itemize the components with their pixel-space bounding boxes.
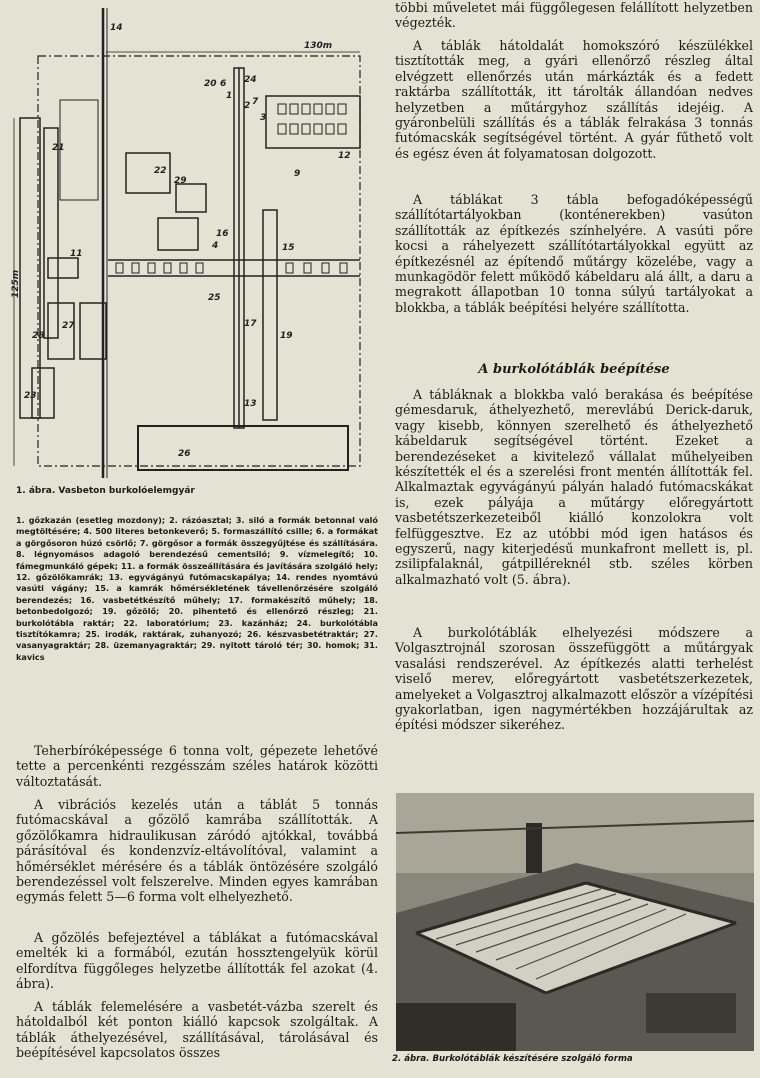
label-4: 4 [212, 241, 219, 251]
label-17: 17 [244, 319, 257, 329]
left-paragraph-2: A vibrációs kezelés után a táblát 5 tonnás futómacskával a gőzölő kamrába szállították. A gőzölőkamra hidraulikusan záródó ajtókkal, továbbá párásítóval és kondenzvíz-eltávolítóval, valamint a hőmérséklet mérésére és a táblák öntözésére szolgáló berendezéssel volt felszerelve. Minden egyes kamrában egymás felett 5—6 forma volt elhelyezhető. [16, 797, 378, 905]
label-7: 7 [252, 97, 259, 107]
label-20: 20 [204, 79, 217, 89]
right-paragraph-1: többi műveletet mái függőlegesen felállított helyzetben végezték. [395, 0, 753, 31]
label-2: 2 [244, 101, 251, 111]
label-6: 6 [220, 79, 227, 89]
figure2-caption: 2. ábra. Burkolótáblák készítésére szolgáló forma [392, 1054, 633, 1064]
label-11: 11 [70, 249, 83, 259]
right-paragraph-3: A táblákat 3 tábla befogadóképességű szállítótartályokban (konténerekben) vasúton szállították az építkezés színhelyére. A vasúti pőre kocsi a ráhelyezett szállítótartályokkal együtt az építkezésnél az építendő műtárgy közelébe, vagy a munkagödör felett működő kábeldaru alá állt, a daru a megrakott állapotban 10 tonna súlyú tartályokat a blokkba, a táblák beépítési helyére szállította. [395, 192, 753, 315]
label-27: 27 [62, 321, 75, 331]
label-9: 9 [294, 169, 301, 179]
label-22: 22 [154, 166, 167, 176]
label-12: 12 [338, 151, 351, 161]
factory-plan-diagram [8, 8, 380, 478]
label-16: 16 [216, 229, 229, 239]
left-paragraph-1: Teherbíróképessége 6 tonna volt, gépezete lehetővé tette a percenkénti rezgésszám széles határok közötti változtatását. [16, 743, 378, 789]
label-23: 23 [24, 391, 37, 401]
right-paragraph-5: A burkolótáblák elhelyezési módszere a Volgasztrojnál szorosan összefüggött a műtárgyak vasalási rendszerével. Az építkezés alatti terhelést viselő merev, előregyártott vasbetétszerkezetek, amelyeket a Volgasztroj alkalmazott először a vízépítési gyakorlatban, igen nagymértékben hozzájárultak az építési módszer sikeréhez. [395, 625, 753, 733]
right-paragraph-4: A tábláknak a blokkba való berakása és beépítése gémesdaruk, áthelyezhető, merevlábú Derick-daruk, vagy kisebb, könnyen szerelhető és áthelyezhető kábeldaruk segítségével történt. Ezeket a berendezéseket a kivitelező vállalat műhelyeiben készítették el és a szerelési front mentén állították fel. Alkalmaztak egyvágányú pályán haladó futómacskákat is, ezek pályája a műtárgy előregyártott vasbetétszerkezeteiből kiálló konzolokra volt felfüggesztve. Ez az utóbbi mód igen hatásos és egyszerű, nagy kiterjedésű munkafront mellett is, pl. zsilipfalaknál, gátpilléreknél stb. széles körben alkalmazható volt (5. ábra). [395, 387, 753, 587]
section-heading: A burkolótáblák beépítése [478, 362, 670, 377]
label-15: 15 [282, 243, 295, 253]
label-26: 26 [178, 449, 191, 459]
dim-height-label: 125m [11, 269, 21, 298]
label-14: 14 [110, 23, 123, 33]
right-paragraph-2: A táblák hátoldalát homokszóró készülékkel tisztították meg, a gyári ellenőrző részleg által elvégzett ellenőrzés után márkázták és a fedett raktárba szállították, itt tárolták állandóan nedves helyzetben a műtárgyhoz szállítás idejéig. A gyáronbelüli szállítás és a táblák felrakása 3 tonnás futómacskák segítségével történt. A gyár fűthető volt és egész éven át folyamatosan dolgozott. [395, 38, 753, 161]
label-28: 28 [32, 331, 45, 341]
figure1-legend: 1. gőzkazán (esetleg mozdony); 2. rázóasztal; 3. siló a formák betonnal való megtöltésére; 4. 500 literes betonkeverő; 5. formaszállító csille; 6. a formákat a görgősoron húzó csörlő; 7. görgősor a formák összegyűjtése és szállítására. 8. légnyomásos adagoló berendezésű cementsiló; 9. vízmelegítő; 10. fámegmunkáló gépek; 11. a formák összeállítására és javítására szolgáló hely; 12. gőzölőkamrák; 13. egyvágányú futómacskapálya; 14. rendes nyomtávú vasúti vágány; 15. a kamrák hőmérsékletének távellenőrzésére szolgáló berendezés; 16. vasbetétkészítő műhely; 17. formakészítő műhely; 18. betonbedolgozó; 19. gőzölő; 20. pihentető és ellenőrző részleg; 21. burkolótábla raktár; 22. laboratórium; 23. kazánház; 24. burkolótábla tisztítókamra; 25. irodák, raktárak, zuhanyozó; 26. készvasbetétraktár; 27. vasanyagraktár; 28. üzemanyagraktár; 29. nyitott tároló tér; 30. homok; 31. kavics [16, 515, 378, 662]
label-1: 1 [226, 91, 233, 101]
label-19: 19 [280, 331, 293, 341]
label-13: 13 [244, 399, 257, 409]
dim-width-label: 130m [304, 41, 333, 51]
label-3: 3 [260, 113, 267, 123]
left-paragraph-4: A táblák felemelésére a vasbetét-vázba szerelt és hátoldalból két ponton kiálló kapcsok szolgáltak. A táblák áthelyezésével, szállításával, tárolásával és beépítésével kapcsolatos összes [16, 999, 378, 1061]
left-paragraph-3: A gőzölés befejeztével a táblákat a futómacskával emelték ki a formából, ezután hossztengelyük körül elfordítva függőleges helyzetbe állították fel azokat (4. ábra). [16, 930, 378, 992]
formwork-photo [396, 793, 754, 1051]
figure1-caption-title: 1. ábra. Vasbeton burkolóelemgyár [16, 486, 195, 496]
label-29: 29 [174, 176, 187, 186]
label-25: 25 [208, 293, 221, 303]
label-24: 24 [244, 75, 257, 85]
label-21: 21 [52, 143, 65, 153]
